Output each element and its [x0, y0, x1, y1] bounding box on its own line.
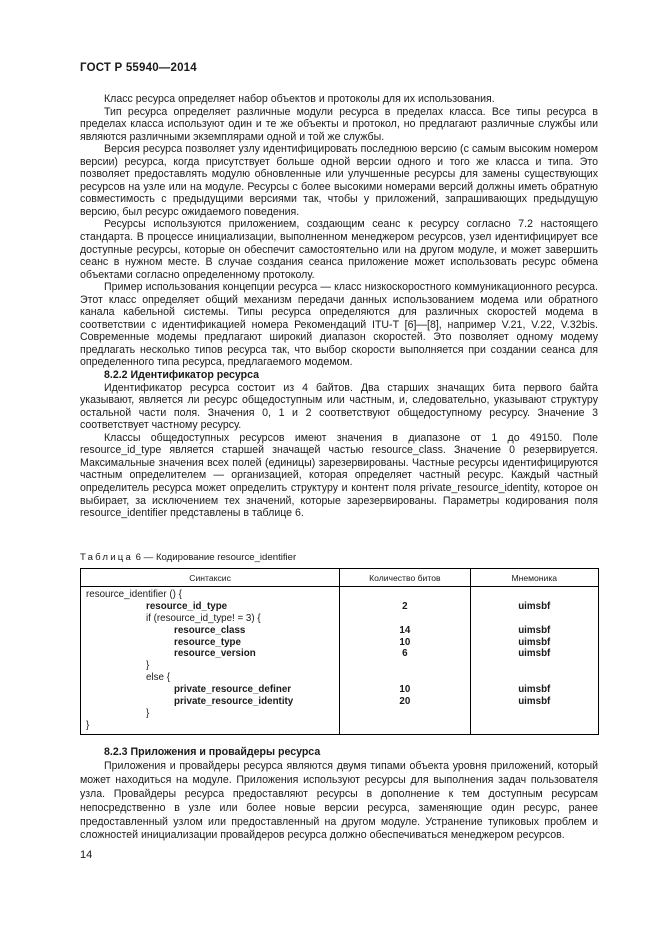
mnemonic-cell: uimsbf [518, 600, 551, 612]
mnemonic-cell [471, 589, 598, 601]
bits-cell [340, 660, 469, 672]
table-caption-prefix: Таблица [80, 552, 134, 563]
table-body-row [81, 587, 599, 735]
bits-cell: 10 [399, 636, 411, 648]
mnemonic-cell: uimsbf [518, 636, 551, 648]
paragraph: Пример использования концепции ресурса — класс низкоскоростного коммуникационного ресурса. Этот класс определяет общий механизм передачи данных использованием модема или обратного канала кабельной системы. Типы ресурса определяются для различных скоростей модема в соответствии с идентификацией номера Рекомендаций ITU-T [6]—[8], например V.21, V.22, V.32bis. Современные модемы предлагают широкий диапазон скоростей. Это позволяет одному модему предлагать несколько типов ресурса так, что выбор скорости выполняется при создании сеанса для определенного типа ресурса, предлагаемого модемом. [80, 281, 598, 369]
mnemonic-column [470, 587, 598, 735]
bits-cell [340, 720, 469, 732]
paragraph: Тип ресурса определяет различные модули ресурса в пределах класса. Все типы ресурса в пределах класса используют один и те же объекты и протокол, но предлагают различные службы или являются различными экземплярами одной и той же службы. [80, 105, 598, 143]
mnemonic-cell: uimsbf [518, 648, 551, 660]
mnemonic-cell: uimsbf [518, 624, 551, 636]
paragraph: Ресурсы используются приложением, создающим сеанс к ресурсу согласно 7.2 настоящего стандарта. В процессе инициализации, выполненном менеджером ресурсов, узел идентифицирует все доступные ресурсы, которые он обеспечит самостоятельно или на другом модуле, и может завершить сеанс в нужном месте. В случае создания сеанса приложение может использовать ресурс обмена объектами согласно определенному протоколу. [80, 218, 598, 281]
section-heading: 8.2.3 Приложения и провайдеры ресурса [104, 746, 321, 758]
body-text-top [80, 93, 598, 520]
bits-cell [340, 672, 469, 684]
bits-cell: 20 [399, 696, 411, 708]
body-text-bottom [80, 746, 598, 843]
bits-cell: 10 [399, 684, 411, 696]
mnemonic-cell [471, 613, 598, 625]
syntax-line: resource_id_type [146, 600, 228, 612]
paragraph: Класс ресурса определяет набор объектов и протоколы для их использования. [104, 93, 495, 105]
paragraph: Приложения и провайдеры ресурса являются двумя типами объекта уровня приложений, который может находиться на модуле. Приложения используют ресурсы для выполнения задач пользователя узла. Провайдеры ресурса предоставляют ресурсы в дополнение к тем доступным ресурсам непосредственно в узле или более новые версии ресурса, заменяющие один ресурс, ранее предоставленный узлом или предоставленный на другом модуле. Устранение тупиковых проблем и сложностей инициализации провайдеров ресурса должно обеспечиваться менеджером ресурсов. [80, 759, 598, 842]
table-caption-text: 6 — Кодирование resource_identifier [133, 552, 297, 563]
mnemonic-cell [471, 720, 598, 732]
page-number: 14 [80, 849, 93, 861]
bits-column [340, 587, 470, 735]
mnemonic-cell [471, 672, 598, 684]
syntax-line: } [146, 660, 150, 672]
resource-identifier-table [80, 568, 599, 735]
syntax-line: private_resource_identity [174, 696, 294, 708]
syntax-line: resource_type [174, 636, 241, 648]
bits-cell [340, 708, 469, 720]
document-header: ГОСТ Р 55940—2014 [80, 62, 197, 74]
header-syntax: Синтаксис [81, 569, 340, 587]
mnemonic-cell [471, 660, 598, 672]
syntax-line: } [146, 707, 150, 719]
header-mnemonic: Мнемоника [470, 569, 598, 587]
syntax-line: private_resource_definer [174, 684, 292, 696]
bits-cell: 6 [402, 648, 408, 660]
mnemonic-cell: uimsbf [518, 684, 551, 696]
syntax-line: resource_class [174, 624, 246, 636]
bits-cell [340, 613, 469, 625]
bits-cell [340, 589, 469, 601]
syntax-line: resource_identifier () { [86, 589, 182, 600]
paragraph: Версия ресурса позволяет узлу идентифицировать последнюю версию (с самым высоким номером версии) ресурса, когда присутствует больше одной версии одного и того же класса и типа. Это позволяет предоставлять модулю обновленные или улучшенные ресурсы для замены существующих ресурсов на узле или на модуле. Ресурсы с более высокими номерами версий должны иметь обратную совместимость с предыдущими версиями так, чтобы у приложений, запрашивающих предыдущую версию, был ресурс ожидаемого поведения. [80, 143, 598, 218]
section-heading: 8.2.2 Идентификатор ресурса [104, 369, 259, 382]
syntax-line: } [86, 719, 90, 731]
mnemonic-cell: uimsbf [518, 696, 551, 708]
header-bits: Количество битов [340, 569, 470, 587]
syntax-line: if (resource_id_type! = 3) { [146, 612, 261, 624]
syntax-line: resource_version [174, 648, 256, 660]
paragraph: Классы общедоступных ресурсов имеют значения в диапазоне от 1 до 49150. Поле resource_id_type является старшей значащей частью resource_class. Значение 0 резервируется. Максимальные значения всех полей (единицы) зарезервированы. Частные ресурсы идентифицируются частным определителем — организацией, которая определяет частный ресурс. Каждый частный определитель ресурса может определить структуру и контент поля private_resource_identity, которое он выбирает, за исключением тех значений, которые зарезервированы. Параметры кодирования поля resource_identifier представлены в таблице 6. [80, 431, 598, 520]
table-header-row [81, 569, 599, 587]
syntax-column [81, 587, 340, 735]
mnemonic-cell [471, 708, 598, 720]
syntax-line: else { [146, 672, 170, 684]
bits-cell: 2 [402, 600, 408, 612]
paragraph: Идентификатор ресурса состоит из 4 байтов. Два старших значащих бита первого байта указывают, является ли ресурс общедоступным или частным, и, следовательно, указывают структуру остальной части поля. Значения 0, 1 и 2 соответствуют общедоступному ресурсу. Значение 3 соответствует частному ресурсу. [80, 381, 598, 432]
bits-cell: 14 [399, 624, 411, 636]
table-caption [80, 552, 296, 563]
